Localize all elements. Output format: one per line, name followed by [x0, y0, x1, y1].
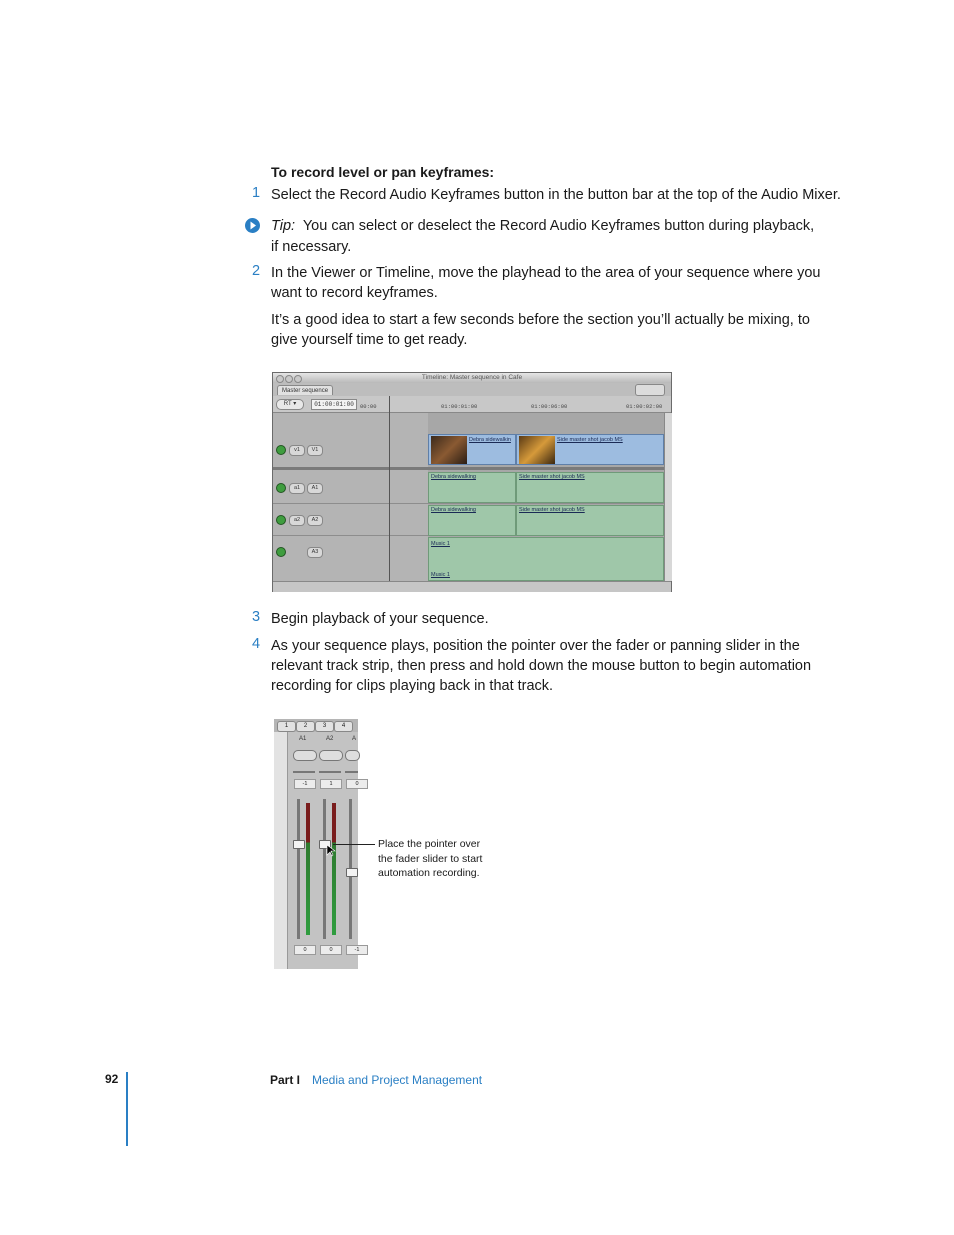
audio-clip-label: Music 1 [431, 541, 450, 547]
video-clip-side-master[interactable] [516, 434, 664, 465]
tip-line-1 [271, 216, 814, 236]
audio-clip-a2-side-master[interactable] [516, 505, 664, 536]
audio-clip-label: Debra sidewalking [431, 474, 476, 480]
track-a3-audible-icon[interactable] [276, 547, 286, 557]
mixer-tab-2[interactable]: 2 [296, 721, 315, 732]
audio-clip-a1-debra[interactable] [428, 472, 516, 503]
section-heading: To record level or pan keyframes: [271, 164, 495, 180]
track-v1-dest[interactable]: V1 [307, 445, 323, 456]
track-a2-dest[interactable]: A2 [307, 515, 323, 526]
a1-pan-value[interactable]: -1 [294, 779, 316, 789]
a2-level-meter [332, 803, 336, 935]
a1-level-value[interactable]: 0 [294, 945, 316, 955]
step-4-text-2: relevant track strip, then press and hold down the mouse button to begin automation [271, 658, 812, 674]
footer-section-title: Media and Project Management [312, 1073, 483, 1087]
callout-text [378, 837, 498, 881]
clip-thumbnail [431, 436, 467, 464]
track-a2-source[interactable]: a2 [289, 515, 305, 526]
step-4-number: 4 [252, 636, 261, 652]
a2-fader-track[interactable] [323, 799, 326, 939]
track-a3-dest[interactable]: A3 [307, 547, 323, 558]
tip-text-2: if necessary. [271, 239, 352, 255]
ruler-tick-3: 01:00:02:00 [626, 403, 663, 410]
mixer-tab-1[interactable]: 1 [277, 721, 296, 732]
playhead[interactable] [389, 396, 390, 581]
ruler-tick-2: 01:00:06:00 [531, 403, 568, 410]
callout-line-1: Place the pointer over [378, 838, 481, 850]
timeline-title: Timeline: Master sequence in Cafe [421, 374, 523, 381]
audio-clip-a2-debra[interactable] [428, 505, 516, 536]
mouse-pointer-icon [327, 845, 335, 857]
para-line-2: give yourself time to get ready. [271, 332, 468, 348]
para-line-1: It’s a good idea to start a few seconds before the section you’ll actually be mixing, to [271, 312, 810, 328]
tab-master-sequence[interactable]: Master sequence [277, 385, 333, 395]
a3-level-value[interactable]: -1 [346, 945, 368, 955]
timecode-field[interactable]: 01:00:01:00 [311, 399, 357, 410]
track-v1-source[interactable]: v1 [289, 445, 305, 456]
video-audio-divider[interactable] [273, 467, 664, 470]
strip-label-a1: A1 [299, 736, 307, 742]
a3-fader-knob[interactable] [346, 868, 358, 877]
step-1-number: 1 [252, 185, 261, 201]
track-a2-audible-icon[interactable] [276, 515, 286, 525]
strip-label-a3: A [352, 736, 357, 742]
footer-part: Part I [270, 1073, 301, 1087]
audio-clip-a1-side-master[interactable] [516, 472, 664, 503]
rt-menu-button[interactable]: RT ▾ [276, 399, 304, 410]
video-clip-debra[interactable] [428, 434, 516, 465]
a1-fader-track[interactable] [297, 799, 300, 939]
step-2-text-2: want to record keyframes. [271, 285, 438, 301]
track-a1-dest[interactable]: A1 [307, 483, 323, 494]
timeline-options-button[interactable] [635, 384, 665, 396]
step-2-number: 2 [252, 263, 261, 279]
step-2-text-1: In the Viewer or Timeline, move the playhead to the area of your sequence where you [271, 265, 821, 281]
track-divider [273, 503, 664, 504]
step-1-text: Select the Record Audio Keyframes button in the button bar at the top of the Audio Mixer. [271, 187, 841, 203]
timeline-titlebar [273, 373, 671, 383]
callout-line-3: automation recording. [378, 867, 480, 879]
a1-pan-slider[interactable] [293, 771, 315, 773]
a1-level-meter [306, 803, 310, 935]
track-a1-audible-icon[interactable] [276, 483, 286, 493]
a2-mute-solo-buttons[interactable] [319, 750, 343, 761]
tip-text-1: You can select or deselect the Record Audio Keyframes button during playback, [302, 218, 815, 234]
vertical-scrollbar[interactable] [664, 413, 672, 581]
timeline-button-bar [273, 581, 671, 592]
a2-pan-value[interactable]: 1 [320, 779, 342, 789]
video-clip-label: Debra sidewalkin [469, 437, 511, 443]
a2-pan-slider[interactable] [319, 771, 341, 773]
ruler-tick-1: 01:00:01:00 [441, 403, 478, 410]
a3-pan-slider[interactable] [345, 771, 358, 773]
step-4-text-3: recording for clips playing back in that track. [271, 678, 554, 694]
track-v1-visibility-icon[interactable] [276, 445, 286, 455]
callout-leader-line [333, 844, 375, 845]
step-3-number: 3 [252, 609, 261, 625]
a1-fader-knob[interactable] [293, 840, 305, 849]
mixer-sidebar [274, 732, 288, 969]
step-3-text: Begin playback of your sequence. [271, 611, 489, 627]
mixer-tab-4[interactable]: 4 [334, 721, 353, 732]
a2-level-value[interactable]: 0 [320, 945, 342, 955]
callout-line-2: the fader slider to start [378, 852, 483, 865]
step-4-text-1: As your sequence plays, position the pointer over the fader or panning slider in the [271, 638, 800, 654]
track-a1-source[interactable]: a1 [289, 483, 305, 494]
a3-mute-solo-buttons[interactable] [345, 750, 360, 761]
page-number: 92 [105, 1072, 119, 1086]
strip-label-a2: A2 [326, 736, 334, 742]
audio-clip-label: Debra sidewalking [431, 507, 476, 513]
mixer-tab-3[interactable]: 3 [315, 721, 334, 732]
a1-mute-solo-buttons[interactable] [293, 750, 317, 761]
clip-thumbnail [519, 436, 555, 464]
a3-pan-value[interactable]: 0 [346, 779, 368, 789]
video-clip-label: Side master shot jacob MS [557, 437, 623, 443]
track-headers [273, 413, 428, 581]
ruler-tick-0: 00:00 [360, 403, 377, 410]
timeline-window [272, 372, 672, 592]
tip-label: Tip: [271, 218, 296, 234]
audio-clip-a3-music[interactable] [428, 537, 664, 581]
audio-clip-label: Music 1 [431, 572, 450, 578]
tip-arrow-icon [245, 218, 260, 233]
audio-clip-label: Side master shot jacob MS [519, 507, 585, 513]
footer-rule [126, 1072, 128, 1146]
audio-clip-label: Side master shot jacob MS [519, 474, 585, 480]
